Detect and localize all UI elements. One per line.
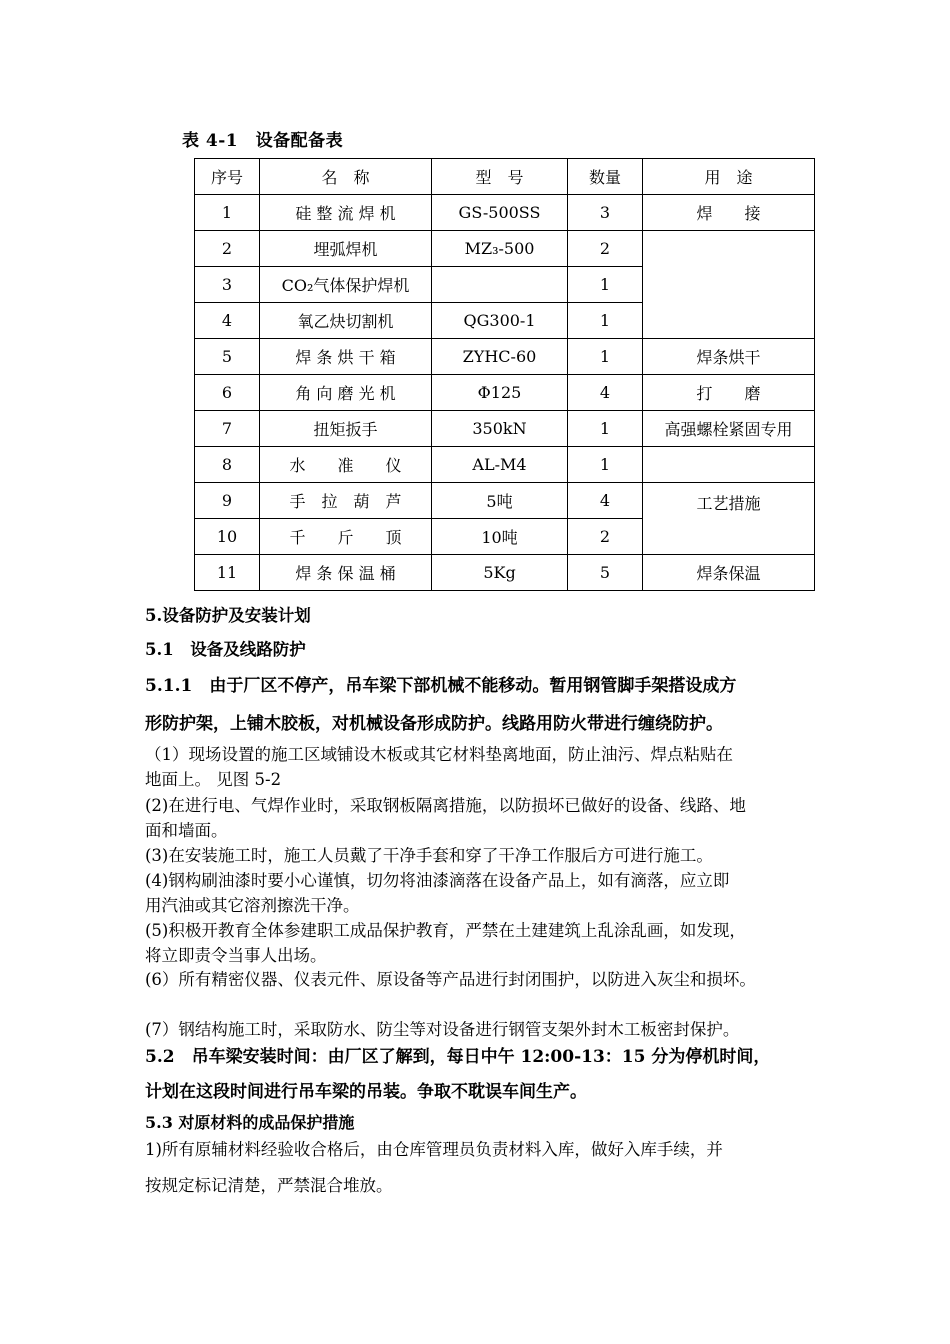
cell-use: 工艺措施 — [643, 483, 815, 555]
list-item: (5)积极开教育全体参建职工成品保护教育，严禁在土建建筑上乱涂乱画，如发现， — [145, 921, 746, 940]
cell-use — [643, 447, 815, 483]
cell-model: GS-500SS — [432, 195, 568, 231]
list-item: 地面上。 见图 5-2 — [145, 770, 282, 789]
header-no: 序号 — [195, 159, 260, 195]
cell-name: 千 斤 顶 — [260, 519, 432, 555]
list-item: (4)钢构刷油漆时要小心谨慎，切勿将油漆滴落在设备产品上，如有滴落，应立即 — [145, 871, 730, 890]
section-5-2-line1: 5.2 吊车梁安装时间：由厂区了解到，每日中午 12:00-13：15 分为停机时间， — [145, 1047, 771, 1067]
cell-model: ZYHC-60 — [432, 339, 568, 375]
cell-use: 焊条保温 — [643, 555, 815, 591]
cell-name: 手 拉 葫 芦 — [260, 483, 432, 519]
table-row — [195, 195, 815, 231]
list-item: 将立即责令当事人出场。 — [145, 946, 327, 965]
table-header-row — [195, 159, 815, 195]
cell-model: 10吨 — [432, 519, 568, 555]
cell-name: 角 向 磨 光 机 — [260, 375, 432, 411]
cell-use-merged — [643, 231, 815, 339]
table-row — [195, 411, 815, 447]
section-5-1-1-line2: 形防护架，上铺木胶板，对机械设备形成防护。线路用防火带进行缠绕防护。 — [145, 714, 723, 734]
header-model: 型 号 — [432, 159, 568, 195]
cell-no: 10 — [195, 519, 260, 555]
cell-no: 6 — [195, 375, 260, 411]
cell-no: 8 — [195, 447, 260, 483]
cell-name: 扭矩扳手 — [260, 411, 432, 447]
table-row — [195, 231, 815, 267]
cell-qty: 5 — [568, 555, 643, 591]
cell-use: 打 磨 — [643, 375, 815, 411]
cell-no: 2 — [195, 231, 260, 267]
cell-name: 焊 条 保 温 桶 — [260, 555, 432, 591]
cell-model: 5Kg — [432, 555, 568, 591]
cell-qty: 1 — [568, 267, 643, 303]
cell-qty: 4 — [568, 375, 643, 411]
cell-qty: 2 — [568, 231, 643, 267]
cell-use: 高强螺栓紧固专用 — [643, 411, 815, 447]
equipment-table — [194, 158, 815, 591]
cell-no: 7 — [195, 411, 260, 447]
cell-model: 5吨 — [432, 483, 568, 519]
cell-name: 硅 整 流 焊 机 — [260, 195, 432, 231]
section-5-1-heading: 5.1 设备及线路防护 — [145, 640, 306, 659]
section-5-2-line2: 计划在这段时间进行吊车梁的吊装。争取不耽误车间生产。 — [145, 1082, 587, 1102]
cell-model: AL-M4 — [432, 447, 568, 483]
cell-qty: 4 — [568, 483, 643, 519]
cell-qty: 1 — [568, 303, 643, 339]
cell-no: 3 — [195, 267, 260, 303]
list-item: (7）钢结构施工时，采取防水、防尘等对设备进行钢管支架外封木工板密封保护。 — [145, 1020, 740, 1039]
table-row — [195, 339, 815, 375]
list-item: (6）所有精密仪器、仪表元件、原设备等产品进行封闭围护，以防进入灰尘和损坏。 — [145, 970, 756, 989]
cell-no: 5 — [195, 339, 260, 375]
section-5-3-line2: 按规定标记清楚，严禁混合堆放。 — [145, 1176, 393, 1195]
list-item: (2)在进行电、气焊作业时，采取钢板隔离措施，以防损坏已做好的设备、线路、地 — [145, 796, 746, 815]
cell-qty: 2 — [568, 519, 643, 555]
list-item: (3)在安装施工时，施工人员戴了干净手套和穿了干净工作服后方可进行施工。 — [145, 846, 713, 865]
cell-no: 1 — [195, 195, 260, 231]
cell-qty: 3 — [568, 195, 643, 231]
cell-qty: 1 — [568, 411, 643, 447]
cell-no: 9 — [195, 483, 260, 519]
cell-model: Φ125 — [432, 375, 568, 411]
list-item: （1）现场设置的施工区域铺设木板或其它材料垫离地面，防止油污、焊点粘贴在 — [145, 745, 733, 764]
section-5-3-heading: 5.3 对原材料的成品保护措施 — [145, 1113, 355, 1132]
cell-no: 11 — [195, 555, 260, 591]
header-use: 用 途 — [643, 159, 815, 195]
cell-model: 350kN — [432, 411, 568, 447]
cell-model — [432, 267, 568, 303]
table-row — [195, 375, 815, 411]
table-row — [195, 555, 815, 591]
list-item: 面和墙面。 — [145, 821, 228, 840]
cell-use: 焊条烘干 — [643, 339, 815, 375]
cell-qty: 1 — [568, 447, 643, 483]
section-5-1-1-line1: 5.1.1 由于厂区不停产，吊车梁下部机械不能移动。暂用钢管脚手架搭设成方 — [145, 676, 737, 696]
header-name: 名 称 — [260, 159, 432, 195]
cell-name: 氧乙炔切割机 — [260, 303, 432, 339]
cell-use: 焊 接 — [643, 195, 815, 231]
cell-no: 4 — [195, 303, 260, 339]
cell-name: CO₂气体保护焊机 — [260, 267, 432, 303]
table-caption: 表 4-1 设备配备表 — [182, 131, 344, 151]
cell-name: 埋弧焊机 — [260, 231, 432, 267]
section-5-heading: 5.设备防护及安装计划 — [145, 606, 311, 625]
cell-name: 水 准 仪 — [260, 447, 432, 483]
cell-qty: 1 — [568, 339, 643, 375]
section-5-3-line1: 1)所有原辅材料经验收合格后，由仓库管理员负责材料入库，做好入库手续，并 — [145, 1140, 723, 1159]
cell-name: 焊 条 烘 干 箱 — [260, 339, 432, 375]
list-item: 用汽油或其它溶剂擦洗干净。 — [145, 896, 360, 915]
cell-model: MZ₃-500 — [432, 231, 568, 267]
cell-model: QG300-1 — [432, 303, 568, 339]
table-row — [195, 447, 815, 483]
table-row — [195, 483, 815, 519]
header-qty: 数量 — [568, 159, 643, 195]
